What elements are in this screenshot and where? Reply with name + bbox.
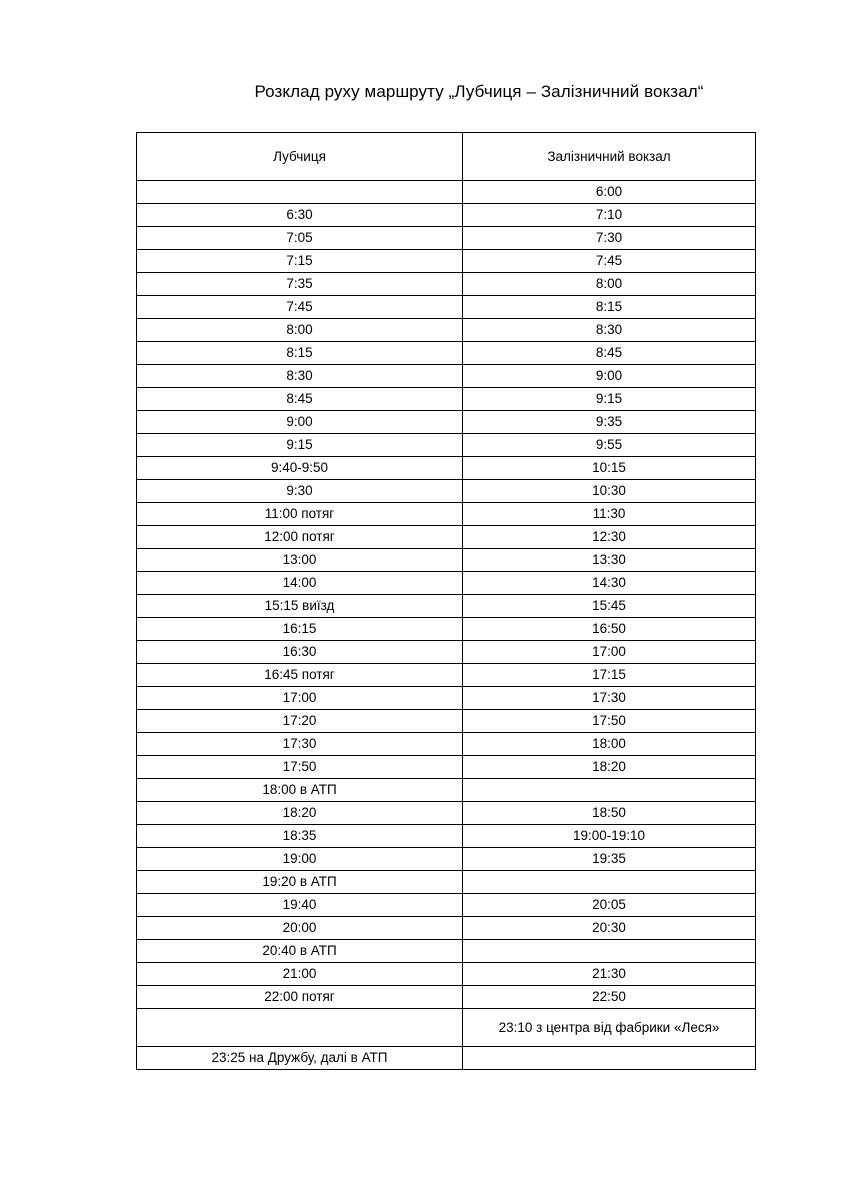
cell-vokzal-time: 9:15 [463, 388, 756, 411]
cell-lubchytsia-time: 17:50 [137, 756, 463, 779]
cell-vokzal-time: 23:10 з центра від фабрики «Леся» [463, 1009, 756, 1047]
cell-lubchytsia-time: 14:00 [137, 572, 463, 595]
table-row [137, 480, 756, 503]
cell-lubchytsia-time: 9:30 [137, 480, 463, 503]
table-row [137, 710, 756, 733]
cell-vokzal-time: 17:30 [463, 687, 756, 710]
cell-lubchytsia-time: 9:15 [137, 434, 463, 457]
cell-lubchytsia-time: 17:20 [137, 710, 463, 733]
cell-lubchytsia-time: 7:35 [137, 273, 463, 296]
cell-vokzal-time: 10:15 [463, 457, 756, 480]
cell-lubchytsia-time: 23:25 на Дружбу, далі в АТП [137, 1047, 463, 1070]
table-row [137, 802, 756, 825]
cell-lubchytsia-time: 21:00 [137, 963, 463, 986]
table-row [137, 273, 756, 296]
cell-lubchytsia-time: 22:00 потяг [137, 986, 463, 1009]
table-row [137, 664, 756, 687]
table-row [137, 1009, 756, 1047]
cell-lubchytsia-time: 19:00 [137, 848, 463, 871]
table-row [137, 342, 756, 365]
table-row [137, 457, 756, 480]
cell-vokzal-time [463, 871, 756, 894]
table-row [137, 940, 756, 963]
cell-vokzal-time: 16:50 [463, 618, 756, 641]
table-row [137, 388, 756, 411]
cell-vokzal-time: 8:00 [463, 273, 756, 296]
table-row [137, 687, 756, 710]
schedule-table [136, 132, 756, 1070]
cell-lubchytsia-time: 7:15 [137, 250, 463, 273]
cell-vokzal-time: 17:50 [463, 710, 756, 733]
table-row [137, 526, 756, 549]
cell-lubchytsia-time: 17:00 [137, 687, 463, 710]
cell-lubchytsia-time: 16:45 потяг [137, 664, 463, 687]
cell-vokzal-time: 9:00 [463, 365, 756, 388]
cell-vokzal-time: 6:00 [463, 181, 756, 204]
table-row [137, 572, 756, 595]
cell-lubchytsia-time: 7:45 [137, 296, 463, 319]
table-row [137, 296, 756, 319]
cell-vokzal-time: 18:20 [463, 756, 756, 779]
cell-vokzal-time: 7:30 [463, 227, 756, 250]
cell-lubchytsia-time: 8:45 [137, 388, 463, 411]
cell-vokzal-time: 22:50 [463, 986, 756, 1009]
table-row [137, 848, 756, 871]
table-row [137, 181, 756, 204]
table-row [137, 733, 756, 756]
schedule-table-body [137, 181, 756, 1070]
cell-vokzal-time: 12:30 [463, 526, 756, 549]
cell-lubchytsia-time: 18:35 [137, 825, 463, 848]
table-row [137, 204, 756, 227]
cell-vokzal-time: 9:35 [463, 411, 756, 434]
cell-vokzal-time: 10:30 [463, 480, 756, 503]
cell-vokzal-time: 18:50 [463, 802, 756, 825]
cell-lubchytsia-time: 20:40 в АТП [137, 940, 463, 963]
cell-vokzal-time: 14:30 [463, 572, 756, 595]
table-row [137, 618, 756, 641]
cell-vokzal-time: 17:00 [463, 641, 756, 664]
table-row [137, 227, 756, 250]
table-row [137, 779, 756, 802]
header-row [137, 133, 756, 181]
table-row [137, 503, 756, 526]
table-row [137, 917, 756, 940]
cell-lubchytsia-time: 13:00 [137, 549, 463, 572]
table-row [137, 1047, 756, 1070]
table-row [137, 434, 756, 457]
cell-lubchytsia-time: 18:20 [137, 802, 463, 825]
cell-lubchytsia-time: 9:00 [137, 411, 463, 434]
cell-lubchytsia-time: 17:30 [137, 733, 463, 756]
cell-vokzal-time: 21:30 [463, 963, 756, 986]
cell-lubchytsia-time: 6:30 [137, 204, 463, 227]
cell-vokzal-time [463, 779, 756, 802]
table-row [137, 756, 756, 779]
table-row [137, 963, 756, 986]
schedule-table-header [137, 133, 756, 181]
table-row [137, 411, 756, 434]
cell-lubchytsia-time: 20:00 [137, 917, 463, 940]
cell-lubchytsia-time: 11:00 потяг [137, 503, 463, 526]
cell-vokzal-time: 20:05 [463, 894, 756, 917]
cell-vokzal-time: 7:10 [463, 204, 756, 227]
cell-lubchytsia-time: 19:40 [137, 894, 463, 917]
cell-lubchytsia-time [137, 1009, 463, 1047]
cell-vokzal-time: 11:30 [463, 503, 756, 526]
column-header-lubchytsia: Лубчиця [137, 133, 463, 181]
table-row [137, 986, 756, 1009]
cell-lubchytsia-time: 16:15 [137, 618, 463, 641]
table-row [137, 894, 756, 917]
page-title: Розклад руху маршруту „Лубчиця – Залізничний вокзал“ [254, 82, 704, 101]
cell-lubchytsia-time: 16:30 [137, 641, 463, 664]
table-row [137, 250, 756, 273]
table-row [137, 549, 756, 572]
table-row [137, 871, 756, 894]
cell-lubchytsia-time: 8:15 [137, 342, 463, 365]
cell-vokzal-time: 7:45 [463, 250, 756, 273]
cell-vokzal-time: 15:45 [463, 595, 756, 618]
table-row [137, 319, 756, 342]
cell-vokzal-time: 20:30 [463, 917, 756, 940]
cell-vokzal-time: 19:35 [463, 848, 756, 871]
cell-lubchytsia-time: 15:15 виїзд [137, 595, 463, 618]
cell-vokzal-time: 18:00 [463, 733, 756, 756]
cell-vokzal-time: 8:45 [463, 342, 756, 365]
table-row [137, 595, 756, 618]
cell-lubchytsia-time: 8:00 [137, 319, 463, 342]
table-row [137, 825, 756, 848]
cell-vokzal-time: 13:30 [463, 549, 756, 572]
cell-vokzal-time [463, 940, 756, 963]
cell-vokzal-time [463, 1047, 756, 1070]
cell-vokzal-time: 19:00-19:10 [463, 825, 756, 848]
cell-vokzal-time: 17:15 [463, 664, 756, 687]
cell-lubchytsia-time: 8:30 [137, 365, 463, 388]
table-row [137, 641, 756, 664]
cell-vokzal-time: 9:55 [463, 434, 756, 457]
cell-lubchytsia-time: 12:00 потяг [137, 526, 463, 549]
cell-lubchytsia-time: 19:20 в АТП [137, 871, 463, 894]
cell-vokzal-time: 8:15 [463, 296, 756, 319]
cell-lubchytsia-time: 9:40-9:50 [137, 457, 463, 480]
cell-lubchytsia-time: 7:05 [137, 227, 463, 250]
cell-lubchytsia-time [137, 181, 463, 204]
cell-lubchytsia-time: 18:00 в АТП [137, 779, 463, 802]
table-row [137, 365, 756, 388]
column-header-zaliznychnyi-vokzal: Залізничний вокзал [463, 133, 756, 181]
cell-vokzal-time: 8:30 [463, 319, 756, 342]
